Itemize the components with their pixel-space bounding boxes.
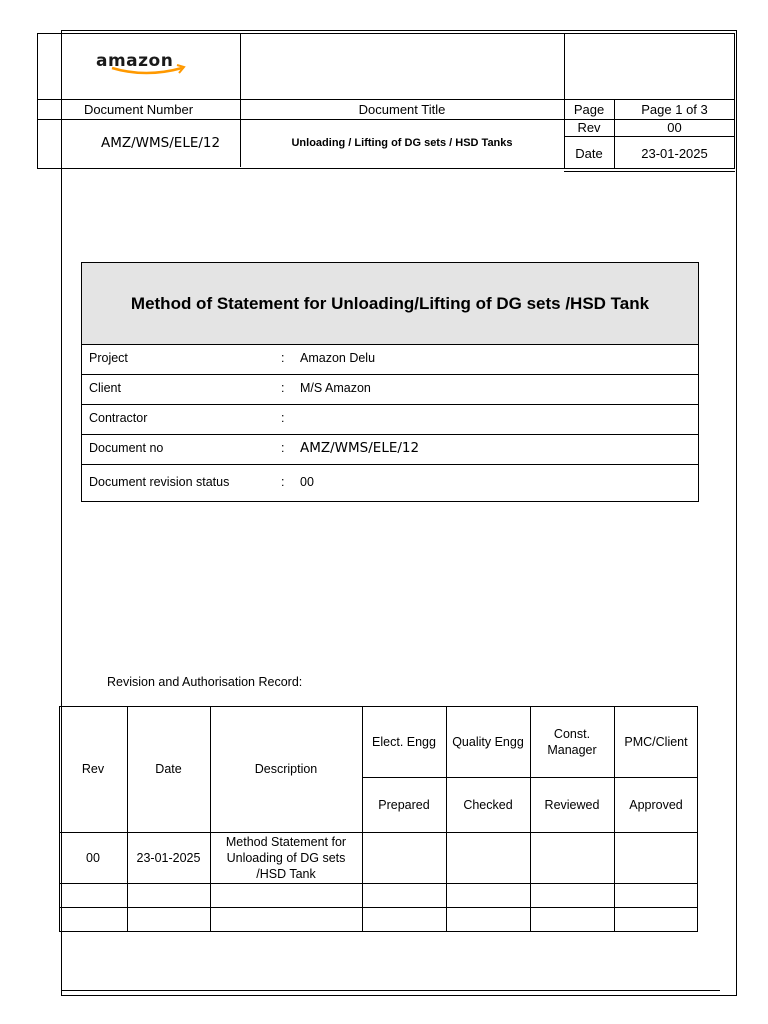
contractor-label: Contractor <box>89 411 148 425</box>
row-date <box>127 883 210 907</box>
subheader-checked: Checked <box>463 797 513 812</box>
project-label: Project <box>89 351 128 365</box>
amazon-logo <box>90 48 205 80</box>
document-no-value: AMZ/WMS/ELE/12 <box>300 440 420 456</box>
doc-number-value: AMZ/WMS/ELE/12 <box>101 135 221 151</box>
project-value: Amazon Delu <box>300 351 376 365</box>
col-header-pmc-client: PMC/Client <box>624 734 688 749</box>
page-label: Page <box>573 101 605 117</box>
doc-title-value: Unloading / Lifting of DG sets / HSD Tanks <box>291 137 513 149</box>
col-header-const-manager: Const. Manager <box>547 726 597 757</box>
row-quality-engg <box>446 832 530 883</box>
project-separator: : <box>281 351 285 365</box>
date-label: Date <box>575 146 603 161</box>
row-rev <box>59 907 127 932</box>
row-const-manager <box>530 832 614 883</box>
document-main-title: Method of Statement for Unloading/Lifting of DG sets /HSD Tank <box>130 293 650 313</box>
row-description: Method Statement for Unloading of DG sets /HSD Tank <box>225 834 347 881</box>
revision-caption: Revision and Authorisation Record: <box>107 675 303 689</box>
subheader-prepared: Prepared <box>378 797 430 812</box>
row-date: 23-01-2025 <box>136 850 201 865</box>
row-description <box>210 907 362 932</box>
row-pmc-client <box>614 832 698 883</box>
date-value: 23-01-2025 <box>641 146 708 161</box>
document-no-label: Document no <box>89 441 164 455</box>
revision-status-label: Document revision status <box>89 475 230 489</box>
client-label: Client <box>89 381 121 395</box>
col-header-date: Date <box>155 762 182 776</box>
col-header-rev: Rev <box>81 762 105 776</box>
subheader-approved: Approved <box>629 797 683 812</box>
row-date <box>127 907 210 932</box>
doc-number-label: Document Number <box>83 101 194 117</box>
contractor-separator: : <box>281 411 285 425</box>
client-separator: : <box>281 381 285 395</box>
logo-wordmark: amazon <box>96 51 174 71</box>
row-rev: 00 <box>86 850 100 865</box>
row-description <box>210 883 362 907</box>
subheader-reviewed: Reviewed <box>544 797 600 812</box>
page-value: Page 1 of 3 <box>641 101 708 117</box>
col-header-elect-engg: Elect. Engg <box>372 734 436 749</box>
row-elect-engg <box>362 832 446 883</box>
rev-value: 00 <box>667 120 682 135</box>
smile-arrow-icon <box>90 62 200 76</box>
revision-status-value: 00 <box>300 475 314 489</box>
col-header-description: Description <box>254 762 318 776</box>
doc-title-label: Document Title <box>358 101 446 117</box>
row-rev <box>59 883 127 907</box>
client-value: M/S Amazon <box>300 381 371 395</box>
rev-label: Rev <box>577 120 601 135</box>
col-header-quality-engg: Quality Engg <box>452 734 524 749</box>
document-no-separator: : <box>281 441 285 455</box>
footer-rule <box>61 990 720 991</box>
revision-status-separator: : <box>281 475 285 489</box>
